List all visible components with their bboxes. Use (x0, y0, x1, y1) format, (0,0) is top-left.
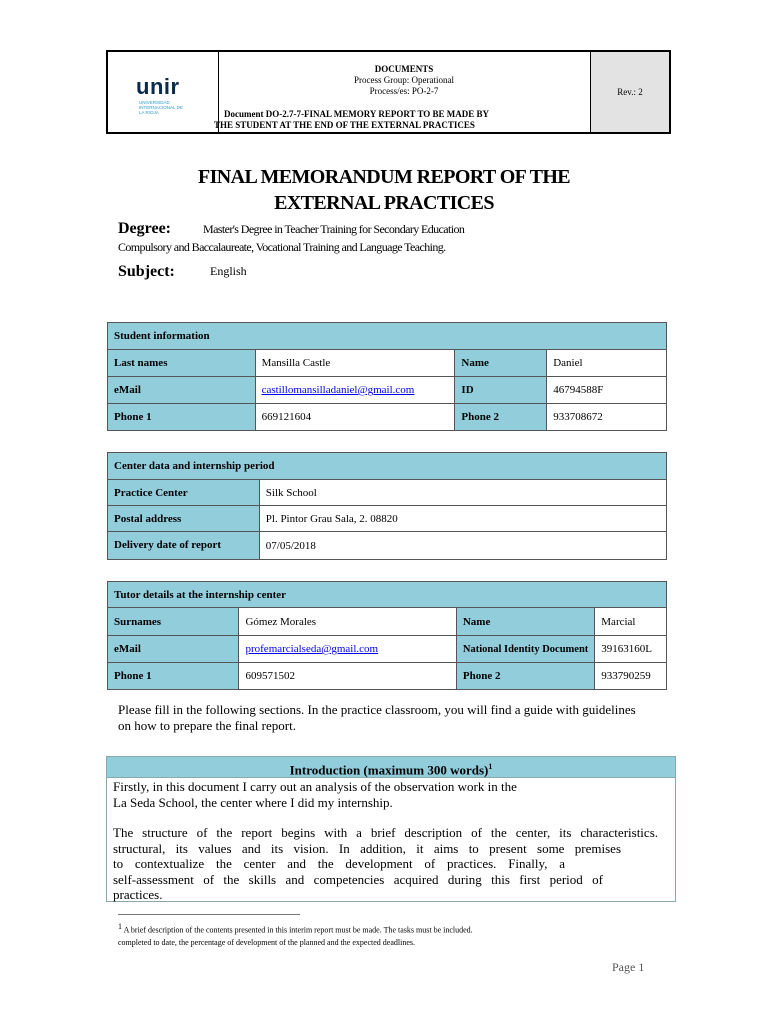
tutor-name-label: Name (456, 608, 594, 636)
header-doc-line1: Document DO-2.7-7-FINAL MEMORY REPORT TO BE MADE BY (224, 109, 490, 119)
title-line2: EXTERNAL PRACTICES (274, 192, 494, 214)
page-title (0, 164, 768, 216)
header-info-cell (214, 52, 591, 132)
id-label: ID (455, 377, 547, 404)
tutor-email-label: eMail (108, 636, 239, 663)
center-data-heading: Center data and internship period (108, 453, 667, 480)
page-number: Page 1 (612, 960, 645, 974)
delivery-date-value: 07/05/2018 (259, 532, 666, 560)
revision-cell: Rev.: 2 (591, 52, 669, 132)
phone1-label: Phone 1 (108, 404, 256, 431)
intro-p1-line1: Firstly, in this document I carry out an analysis of the observation work in the (113, 779, 517, 794)
tutor-nid-value: 39163160L (595, 636, 667, 663)
tutor-phone1-label: Phone 1 (108, 663, 239, 690)
tutor-phone2-value: 933790259 (595, 663, 667, 690)
subject-value: English (210, 264, 247, 278)
footnote-rule (118, 914, 300, 915)
intro-p2-line4: self-assessment of the skills and competencies acquired during this first period of (113, 871, 603, 887)
footnote-line2: completed to date, the percentage of development of the planned and the expected deadlines. (118, 937, 415, 947)
phone1-value: 669121604 (255, 404, 455, 431)
footnote-number: 1 (118, 922, 122, 931)
header-doc-line2: THE STUDENT AT THE END OF THE EXTERNAL PRACTICES (214, 120, 475, 130)
last-names-value: Mansilla Castle (255, 350, 455, 377)
introduction-section (106, 756, 676, 902)
tutor-phone1-value: 609571502 (239, 663, 456, 690)
tutor-surnames-label: Surnames (108, 608, 239, 636)
id-value: 46794588F (547, 377, 667, 404)
postal-address-label: Postal address (108, 506, 260, 532)
phone2-label: Phone 2 (455, 404, 547, 431)
delivery-date-label: Delivery date of report (108, 532, 260, 560)
tutor-nid-label: National Identity Document (456, 636, 594, 663)
tutor-phone2-label: Phone 2 (456, 663, 594, 690)
name-label: Name (455, 350, 547, 377)
logo-cell (108, 52, 219, 132)
practice-center-value: Silk School (259, 480, 666, 506)
email-label: eMail (108, 377, 256, 404)
subject-label: Subject: (118, 263, 175, 280)
student-email-link[interactable]: castillomansilladaniel@gmail.com (261, 384, 415, 396)
tutor-surnames-value: Gómez Morales (239, 608, 456, 636)
document-header (106, 50, 671, 134)
logo-subtext: UNIVERSIDAD INTERNACIONAL DE LA RIOJA (139, 100, 183, 115)
introduction-heading-text: Introduction (maximum 300 words) (289, 762, 489, 778)
name-value: Daniel (547, 350, 667, 377)
last-names-label: Last names (108, 350, 256, 377)
intro-p2-line5: practices. (113, 887, 163, 902)
header-documents: DOCUMENTS (374, 64, 434, 74)
student-info-heading: Student information (108, 323, 667, 350)
degree-text-line1: Master's Degree in Teacher Training for Secondary Education (203, 222, 465, 236)
introduction-footnote-mark: 1 (488, 762, 493, 771)
intro-p2-line1: The structure of the report begins with a brief description of the center, its characteristics. (113, 825, 658, 840)
student-info-table (107, 322, 667, 431)
header-process-group: Process Group: Operational (354, 75, 454, 85)
instructions-text: Please fill in the following sections. In the practice classroom, you will find a guide with guidelines on how to prepare the final report. (118, 702, 636, 733)
intro-p2-line2: structural, its values and its vision. In addition, it aims to present some premises (113, 840, 621, 856)
introduction-body (113, 779, 658, 903)
header-process: Process/es: PO-2-7 (369, 86, 439, 96)
introduction-heading (107, 757, 675, 778)
tutor-email-link[interactable]: profemarcialseda@gmail.com (245, 643, 379, 655)
phone2-value: 933708672 (547, 404, 667, 431)
degree-label: Degree: (118, 220, 171, 237)
postal-address-value: Pl. Pintor Grau Sala, 2. 08820 (259, 506, 666, 532)
practice-center-label: Practice Center (108, 480, 260, 506)
tutor-details-table (107, 581, 667, 690)
tutor-name-value: Marcial (595, 608, 667, 636)
tutor-details-heading: Tutor details at the internship center (108, 582, 667, 608)
title-line1: FINAL MEMORANDUM REPORT OF THE (197, 166, 571, 188)
unir-logo: unir (136, 74, 180, 99)
intro-p1-line2: La Seda School, the center where I did my internship. (113, 794, 393, 810)
center-data-table (107, 452, 667, 560)
footnote (118, 921, 638, 949)
footnote-line1: $^1$ A brief description of the contents presented in this interim report must be made. The tasks must be included. (118, 922, 473, 935)
degree-text-line2: Compulsory and Baccalaureate, Vocational Training and Language Teaching. (118, 240, 446, 254)
intro-p2-line3: to contextualize the center and the development of practices. Finally, a (113, 856, 565, 871)
